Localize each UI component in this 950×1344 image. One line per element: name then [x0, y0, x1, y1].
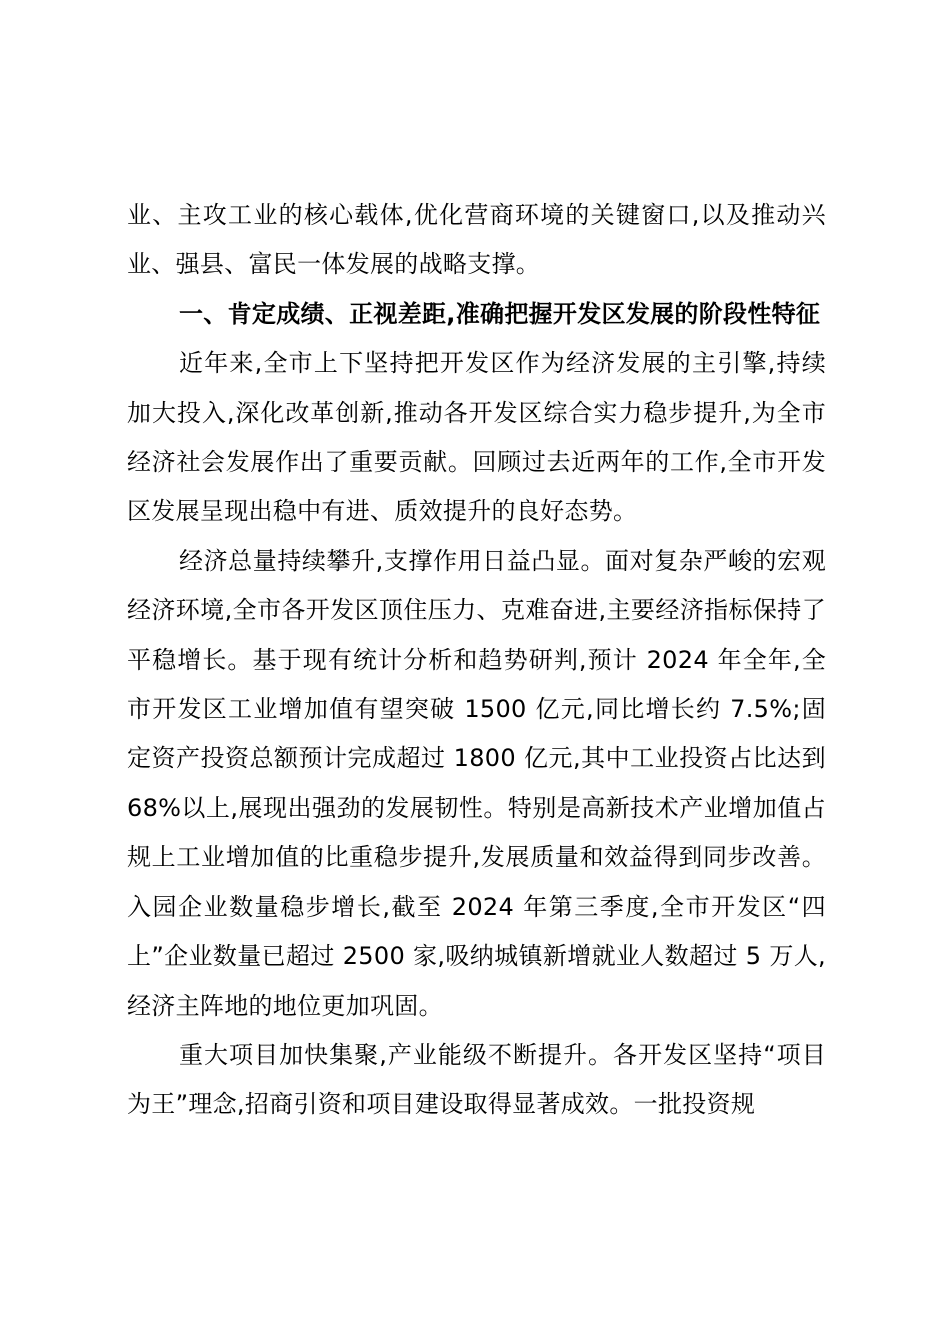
- paragraph-major-projects: 重大项目加快集聚,产业能级不断提升。各开发区坚持“项目为王”理念,招商引资和项目建设取得显著成效。一批投资规: [127, 1040, 826, 1119]
- paragraph-economic-growth: 经济总量持续攀升,支撑作用日益凸显。面对复杂严峻的宏观经济环境,全市各开发区顶住压力、克难奋进,主要经济指标保持了平稳增长。基于现有统计分析和趋势研判,预计 2024 年全年,全市开发区工业增加值有望突破 1500 亿元,同比增长约 7.5%;固定资产投资总额预计完成超过 1800 亿元,其中工业投资占比达到 68%以上,展现出强劲的发展韧性。特别是高新技术产业增加值占规上工业增加值的比重稳步提升,发展质量和效益得到同步改善。入园企业数量稳步增长,截至 2024 年第三季度,全市开发区“四上”企业数量已超过 2500 家,吸纳城镇新增就业人数超过 5 万人,经济主阵地的地位更加巩固。: [127, 546, 826, 1020]
- paragraph-overview: 近年来,全市上下坚持把开发区作为经济发展的主引擎,持续加大投入,深化改革创新,推动各开发区综合实力稳步提升,为全市经济社会发展作出了重要贡献。回顾过去近两年的工作,全市开发区发展呈现出稳中有进、质效提升的良好态势。: [127, 349, 826, 526]
- paragraph-continuation: 业、主攻工业的核心载体,优化营商环境的关键窗口,以及推动兴业、强县、富民一体发展的战略支撑。: [127, 201, 826, 279]
- section-heading: 一、肯定成绩、正视差距,准确把握开发区发展的阶段性特征: [179, 299, 821, 328]
- document-body: [127, 191, 826, 1130]
